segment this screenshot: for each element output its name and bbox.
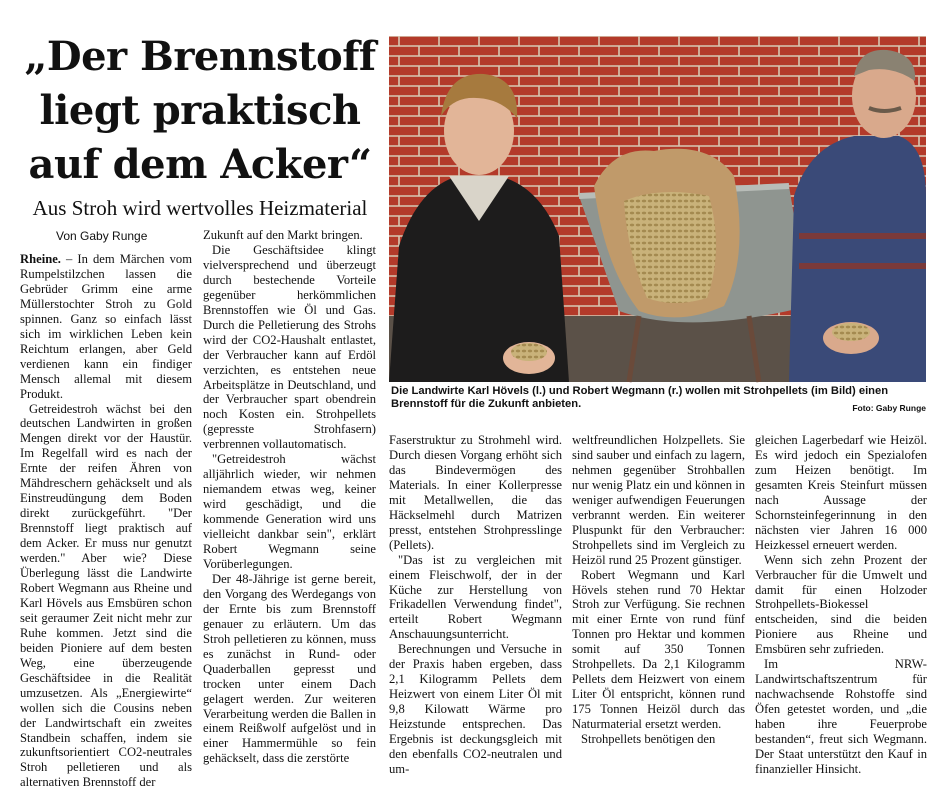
paragraph: Robert Wegmann und Karl Hövels stehen rund 70 Hektar Stroh zur Verfügung. Sie rechnen mit einer Ernte von rund fünf Tonnen pro Hektar und kommen somit auf 350 Tonnen Strohpellets. Da 2,1 Kilogramm Pellets dem Heizwert von einem Liter Öl entspricht, können rund 175 Tonnen Heizöl durch das Naturmaterial ersetzt werden. [572,567,745,732]
paragraph: Faserstruktur zu Strohmehl wird. Durch diesen Vorgang erhöht sich das Bindevermögen des Materials. In einer Kollerpresse mit Metallwellen, die das Häckselmehl durch Matrizen presst, entstehen Strohpresslinge (Pellets). [389,433,562,552]
article-column-5 [755,433,927,777]
article-column-2 [203,228,376,766]
paragraph: "Das ist zu vergleichen mit einem Fleischwolf, der in der Küche zur Herstellung von Frikadellen Verwendung findet", erteilt Robert Wegmann Anschauungsunterricht. [389,552,562,642]
paragraph-text: – In dem Märchen vom Rumpelstilzchen lassen die Gebrüder Grimm eine arme Müllerstochter Stroh zu Gold spinnen. Ganz so einfach lässt sich im wirklichen Leben kein Reichtum erlangen, aber Geld verdienen kann ein findiger Mensch allemal mit diesem Produkt. [20,252,192,401]
lead-place: Rheine. [20,252,61,266]
paragraph: Strohpellets benötigen den [581,732,716,747]
paragraph: Getreidestroh wächst bei den deutschen Landwirten in großen Mengen direkt vor der Haustür. Im Regelfall wird es nach der Ernte der reifen Ähren von Mähdreschern gehäckselt und als Einstreudüngung dem Boden direkt zurückgeführt. "Der Brennstoff liegt praktisch auf dem Acker. Er muss nur genutzt werden." Aber wie? Diese Überlegung lässt die Landwirte Robert Wegmann aus Rheine und Karl Hövels aus Emsbüren schon seit geraumer Zeit nicht mehr zur Ruhe kommen. Jetzt sind die beiden Pioniere auf dem besten Weg, eine überzeugende Geschäftsidee in die Realität umzusetzen. Als „Energiewirte“ wollen sich die Cousins neben der Landwirtschaft ein zweites Standbein schaffen, indem sie zukunftsorientiert CO2-neutrales Stroh pelletieren und als alternativen Brennstoff der [20,401,192,790]
photo-caption: Die Landwirte Karl Hövels (l.) und Robert Wegmann (r.) wollen mit Strohpellets (im Bild) einen Brennstoff für die Zukunft anbieten. [391,385,889,411]
byline: Von Gaby Runge [56,229,148,243]
paragraph: Der 48-Jährige ist gerne bereit, den Vorgang des Werdegangs von der Ernte bis zum Brennstoff genauer zu erläutern. Um das Stroh pelletieren zu können, muss es zunächst in Rund- oder Quaderballen gepresst und trocken unter einem Dach gelagert werden. Zur weiteren Verarbeitung werden die Ballen in einem Reißwolf aufgelöst und in einer Hammermühle so fein gehäckselt, dass die zerstörte [203,571,376,766]
article-column-4 [572,433,745,747]
paragraph [20,252,192,402]
paragraph: gleichen Lagerbedarf wie Heizöl. Es wird jedoch ein Spezialofen zum Heizen benötigt. Im gesamten Kreis Steinfurt müssen nach Aussage der Schornsteinfegerinnung in den nächsten vier Jahren 16 000 Heizkessel erneuert werden. [755,433,927,552]
headline-line: auf dem Acker“ [28,141,372,188]
paragraph: Zukunft auf den Markt bringen. [203,228,363,242]
subheadline: Aus Stroh wird wertvolles Heizmaterial [32,196,368,220]
photo-credit: Foto: Gaby Runge [852,403,926,413]
headline [20,30,380,192]
paragraph: Wenn sich zehn Prozent der Verbraucher für die Umwelt und damit für einen Holzoder Strohpellets-Biokessel entscheiden, sind die beiden Pioniere aus Rheine und Emsbüren sehr zufrieden. [755,552,927,657]
headline-line: liegt praktisch [39,87,361,134]
article-column-1 [20,252,192,790]
article-column-3 [389,433,562,777]
paragraph: "Getreidestroh wächst alljährlich wieder, wir nehmen niemandem etwas weg, keiner wird geschädigt, und die kommende Generation wird uns vielleicht dankbar sein", erklärt Robert Wegmann seine Vorüberlegungen. [203,452,376,571]
article-photo [389,36,926,382]
paragraph: weltfreundlichen Holzpellets. Sie sind sauber und einfach zu lagern, nehmen gegenüber Strohballen nur wenig Platz ein und können in weniger aufwendigen Feuerungen verbrannt werden. Ein weiterer Pluspunkt für den Verbraucher: Strohpellets sind im Vergleich zu Heizöl rund 25 Prozent günstiger. [572,433,745,567]
paragraph: Die Geschäftsidee klingt vielversprechend und überzeugt durch bestechende Vorteile gegenüber herkömmlichen Brennstoffen wie Öl und Gas. Durch die Pelletierung des Strohs wird der CO2-Haushalt entlastet, der Verbraucher kann auf Erdöl verzichten, es entstehen neue Arbeitsplätze in Deutschland, und der Verbraucher spart obendrein noch Kosten ein. Strohpellets (gepresste Strohfasern) verbrennen vollautomatisch. [203,242,376,452]
paragraph: Berechnungen und Versuche in der Praxis haben ergeben, dass 2,1 Kilogramm Pellets dem Heizwert von einem Liter Öl mit 9,8 Kilowatt Wärme pro Heizstunde entsprechen. Das Ergebnis ist deckungsgleich mit den ebenfalls CO2-neutralen und um- [389,642,562,776]
headline-line: „Der Brennstoff [24,33,376,80]
paragraph: Im NRW-Landwirtschaftszentrum für nachwachsende Rohstoffe sind Öfen getestet worden, und „die haben ihre Feuerprobe bestanden“, freut sich Wegmann. Der Staat unterstützt den Kauf in finanzieller Hinsicht. [755,657,927,776]
